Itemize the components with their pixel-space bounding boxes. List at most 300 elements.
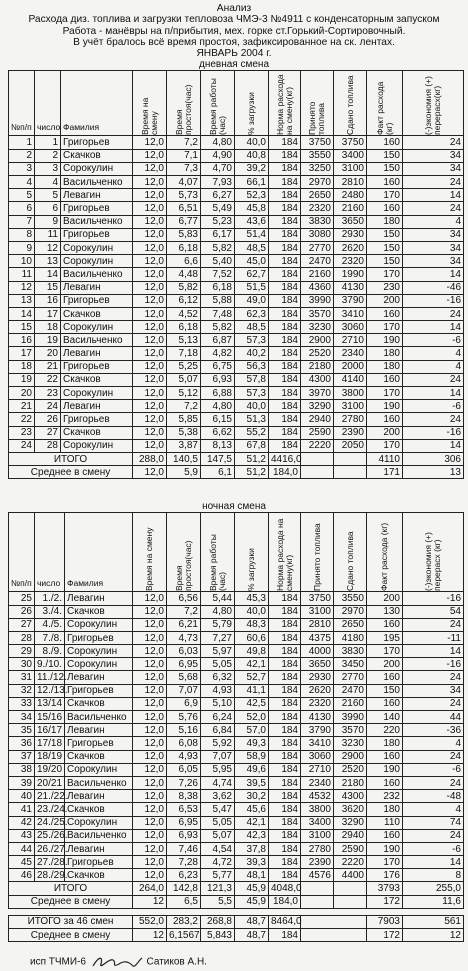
table-cell: 11 <box>35 228 61 241</box>
table-cell: 140 <box>367 711 403 724</box>
summary-cell: 172 <box>367 929 403 942</box>
table-cell: 12,0 <box>133 321 167 334</box>
table-cell: 160 <box>367 829 403 842</box>
table-cell: Сорокулин <box>61 439 133 452</box>
footer <box>30 954 207 970</box>
table-cell: 2 <box>9 149 35 162</box>
table-cell: 2320 <box>301 202 334 215</box>
table-cell: 4,80 <box>201 400 235 413</box>
table-cell: 17/18 <box>35 737 65 750</box>
table-cell: 4 <box>403 215 464 228</box>
column-header: Сдано топлива <box>334 71 367 136</box>
table-cell: 13/14 <box>35 697 65 710</box>
table-row <box>9 816 464 829</box>
table-cell: 3100 <box>301 829 334 842</box>
table-cell: 7,07 <box>201 750 235 763</box>
table-cell: 3230 <box>334 737 367 750</box>
table-cell: 9 <box>35 215 61 228</box>
table-cell: 24 <box>403 750 464 763</box>
table-cell: -16 <box>403 592 464 605</box>
table-cell: 184 <box>269 360 301 373</box>
table-cell: 12,0 <box>133 763 167 776</box>
summary-cell: 6,1 <box>201 466 235 479</box>
table-row <box>9 631 464 644</box>
table-cell: 5,79 <box>201 618 235 631</box>
table-cell: 5,85 <box>167 413 201 426</box>
summary-cell: 5,5 <box>201 895 235 908</box>
table-cell: 4 <box>35 176 61 189</box>
table-cell: 3410 <box>334 307 367 320</box>
table-cell: 2650 <box>334 618 367 631</box>
table-cell: 7,27 <box>201 631 235 644</box>
table-cell: 150 <box>367 684 403 697</box>
table-cell: 2390 <box>334 426 367 439</box>
column-header: (-)экономия (+) перерасх (кг) <box>403 513 464 592</box>
table-row <box>9 307 464 320</box>
table-cell: Васильченко <box>61 176 133 189</box>
doc-title: Анализ <box>216 3 252 14</box>
table-cell: 26./27. <box>35 842 65 855</box>
summary-cell: 172 <box>367 895 403 908</box>
table-cell: 27 <box>35 426 61 439</box>
summary-cell: 51,2 <box>235 466 269 479</box>
table-cell: Васильченко <box>65 776 133 789</box>
table-cell: 5,05 <box>201 816 235 829</box>
table-cell: 12,0 <box>133 869 167 882</box>
table-cell: 7 <box>9 215 35 228</box>
doc-line3: В учёт бралось всё время простоя, зафиксированное на ск. лентах. <box>73 36 395 48</box>
summary-cell <box>301 466 334 479</box>
table-cell: 160 <box>367 136 403 149</box>
table-cell: 3080 <box>301 228 334 241</box>
summary-row <box>9 466 464 479</box>
table-cell: Григорьев <box>65 737 133 750</box>
table-cell: 12,0 <box>133 671 167 684</box>
table-cell: 41,1 <box>235 684 269 697</box>
table-cell: 52,0 <box>235 711 269 724</box>
table-cell: 4300 <box>334 790 367 803</box>
table-cell: 6,21 <box>167 618 201 631</box>
table-cell: 25./26. <box>35 829 65 842</box>
table-cell: 13 <box>9 294 35 307</box>
table-cell: 23./24. <box>35 803 65 816</box>
table-cell: 4130 <box>334 281 367 294</box>
table-cell: 6,95 <box>167 816 201 829</box>
table-row <box>9 842 464 855</box>
table-row <box>9 149 464 162</box>
table-cell: 20 <box>35 347 61 360</box>
table-cell: 5,10 <box>201 697 235 710</box>
table-cell: 4360 <box>301 281 334 294</box>
table-cell: 27 <box>9 618 35 631</box>
table-cell: 14 <box>403 439 464 452</box>
table-cell: 184 <box>269 202 301 215</box>
table-cell: 31 <box>9 671 35 684</box>
table-cell: 12,0 <box>133 618 167 631</box>
summary-cell: 12 <box>133 895 167 908</box>
table-cell: 34 <box>403 684 464 697</box>
table-cell: 39,5 <box>235 776 269 789</box>
table-cell: 3970 <box>301 387 334 400</box>
table-cell: 2340 <box>334 347 367 360</box>
table-cell: 184 <box>269 737 301 750</box>
table-cell: Скачков <box>61 373 133 386</box>
table-cell: 12,0 <box>133 724 167 737</box>
table-cell: 6,18 <box>167 321 201 334</box>
table-cell: 200 <box>367 658 403 671</box>
table-cell: 2590 <box>301 426 334 439</box>
table-cell: -6 <box>403 334 464 347</box>
table-cell: 35 <box>9 724 35 737</box>
table-cell: 43 <box>9 829 35 842</box>
table-cell: 34 <box>403 228 464 241</box>
day-shift-caption: дневная смена <box>198 59 270 71</box>
table-cell: 4,52 <box>167 307 201 320</box>
table-cell: 5,82 <box>167 281 201 294</box>
table-cell: 4 <box>403 803 464 816</box>
table-cell: 184 <box>269 829 301 842</box>
table-cell: 5,82 <box>201 321 235 334</box>
table-cell: 48,5 <box>235 241 269 254</box>
table-cell: 24./25. <box>35 816 65 829</box>
summary-cell: 5,9 <box>167 466 201 479</box>
table-cell: 42,1 <box>235 658 269 671</box>
table-cell: -6 <box>403 400 464 413</box>
table-cell: 8,38 <box>167 790 201 803</box>
table-cell: 5,49 <box>201 202 235 215</box>
table-cell: 160 <box>367 618 403 631</box>
table-cell: 21 <box>35 360 61 373</box>
table-cell: 2780 <box>301 842 334 855</box>
table-cell: Григорьев <box>61 360 133 373</box>
table-cell: 184 <box>269 684 301 697</box>
table-cell: 220 <box>367 724 403 737</box>
table-cell: 184 <box>269 776 301 789</box>
table-cell: Сорокулин <box>65 645 133 658</box>
table-cell: 9 <box>9 241 35 254</box>
table-cell: 17 <box>9 347 35 360</box>
table-cell: 184 <box>269 426 301 439</box>
table-cell: 4400 <box>334 869 367 882</box>
table-cell: 4./5. <box>35 618 65 631</box>
column-header: Факт расхода (кг) <box>367 71 403 136</box>
table-cell: 40 <box>9 790 35 803</box>
table-cell: 3290 <box>334 816 367 829</box>
table-cell: 8,13 <box>201 439 235 452</box>
table-cell: 24 <box>403 618 464 631</box>
table-cell: 2320 <box>301 697 334 710</box>
table-cell: 3790 <box>334 294 367 307</box>
table-cell: 56,3 <box>235 360 269 373</box>
table-cell: 57,3 <box>235 387 269 400</box>
table-cell: 12,0 <box>133 189 167 202</box>
table-cell: -16 <box>403 426 464 439</box>
table-cell: 5,73 <box>167 189 201 202</box>
table-cell: 48,5 <box>235 321 269 334</box>
table-cell: 184 <box>269 869 301 882</box>
table-cell: 26 <box>9 605 35 618</box>
table-cell: 4000 <box>301 645 334 658</box>
table-row <box>9 215 464 228</box>
table-cell: 4532 <box>301 790 334 803</box>
table-cell: 6,87 <box>201 334 235 347</box>
table-cell: 40,2 <box>235 347 269 360</box>
table-cell: 12,0 <box>133 413 167 426</box>
table-cell: 2810 <box>334 176 367 189</box>
summary-cell: 12 <box>133 929 167 942</box>
summary-cell: 45,9 <box>235 882 269 895</box>
table-cell: 12,0 <box>133 202 167 215</box>
table-cell: 6,9 <box>167 697 201 710</box>
summary-cell: 11,6 <box>403 895 464 908</box>
table-cell: 24 <box>403 202 464 215</box>
table-cell: 2940 <box>334 829 367 842</box>
table-row <box>9 724 464 737</box>
table-cell: 184 <box>269 387 301 400</box>
table-cell: 12,0 <box>133 697 167 710</box>
table-cell: 5,44 <box>201 592 235 605</box>
table-cell: 12,0 <box>133 426 167 439</box>
summary-cell: 4048,0 <box>269 882 301 895</box>
table-cell: -11 <box>403 631 464 644</box>
table-cell: 184 <box>269 750 301 763</box>
table-cell: 24 <box>35 400 61 413</box>
table-cell: 3830 <box>334 645 367 658</box>
column-header: число <box>35 513 65 592</box>
table-cell: 15 <box>35 281 61 294</box>
table-row <box>9 387 464 400</box>
table-row <box>9 605 464 618</box>
table-cell: 4180 <box>334 631 367 644</box>
table-cell: 14 <box>403 321 464 334</box>
table-cell: 6,88 <box>201 387 235 400</box>
table-cell: 184 <box>269 631 301 644</box>
table-cell: 3750 <box>301 136 334 149</box>
table-cell: Скачков <box>65 803 133 816</box>
table-cell: 6,08 <box>167 737 201 750</box>
table-cell: 7,46 <box>167 842 201 855</box>
summary-label: ИТОГО <box>9 882 133 895</box>
table-row <box>9 360 464 373</box>
table-cell: Григорьев <box>65 856 133 869</box>
summary-label: Среднее в смену <box>9 466 133 479</box>
table-cell: 5,76 <box>167 711 201 724</box>
table-cell: 12,0 <box>133 776 167 789</box>
doc-line1: Расхода диз. топлива и загрузки тепловоза ЧМЭ-3 №4911 с конденсаторным запуском <box>28 14 440 26</box>
summary-cell <box>334 895 367 908</box>
table-cell: 12,0 <box>133 136 167 149</box>
table-cell: 7,48 <box>201 307 235 320</box>
table-cell: Левагин <box>65 842 133 855</box>
day-shift-table <box>8 70 464 479</box>
summary-cell: 268,8 <box>201 915 235 928</box>
table-cell: 3230 <box>301 321 334 334</box>
column-header: Фамилия <box>65 513 133 592</box>
table-cell: Сорокулин <box>61 321 133 334</box>
table-cell: 42 <box>9 816 35 829</box>
table-cell: 42,5 <box>235 697 269 710</box>
summary-cell: 552,0 <box>133 915 167 928</box>
table-row <box>9 189 464 202</box>
table-cell: Григорьев <box>61 202 133 215</box>
table-cell: 20/21 <box>35 776 65 789</box>
summary-cell: 264,0 <box>133 882 167 895</box>
table-cell: 12,0 <box>133 149 167 162</box>
table-cell: 12,0 <box>133 360 167 373</box>
table-cell: 39 <box>9 776 35 789</box>
table-cell: 160 <box>367 202 403 215</box>
table-cell: 17 <box>35 307 61 320</box>
table-cell: 23 <box>35 387 61 400</box>
table-cell: 67,8 <box>235 439 269 452</box>
summary-cell: 6,5 <box>167 895 201 908</box>
table-cell: 184 <box>269 658 301 671</box>
column-header: Время работы (час) <box>201 71 235 136</box>
table-cell: 6,23 <box>167 869 201 882</box>
table-cell: 37 <box>9 750 35 763</box>
table-cell: 3100 <box>334 162 367 175</box>
table-cell: 4,80 <box>201 136 235 149</box>
table-cell: 22 <box>9 413 35 426</box>
table-cell: 3100 <box>334 400 367 413</box>
summary-label: ИТОГО за 46 смен <box>9 915 133 928</box>
table-cell: 184 <box>269 856 301 869</box>
table-cell: 12,0 <box>133 162 167 175</box>
table-cell: 3450 <box>334 658 367 671</box>
table-cell: 184 <box>269 671 301 684</box>
table-cell: 3800 <box>301 803 334 816</box>
table-cell: 9./10. <box>35 658 65 671</box>
table-cell: 184 <box>269 162 301 175</box>
column-header: (-)экономия (+) перерасх(кг) <box>403 71 464 136</box>
table-cell: 184 <box>269 307 301 320</box>
table-cell: 8 <box>403 869 464 882</box>
table-cell: 184 <box>269 400 301 413</box>
table-row <box>9 281 464 294</box>
table-cell: -6 <box>403 842 464 855</box>
summary-cell: 6,1567 <box>167 929 201 942</box>
table-cell: 184 <box>269 842 301 855</box>
table-cell: 4,90 <box>201 149 235 162</box>
table-cell: 3570 <box>334 724 367 737</box>
table-cell: 2320 <box>334 255 367 268</box>
table-cell: 41 <box>9 803 35 816</box>
footer-position: исп ТЧМИ-6 <box>30 956 86 968</box>
table-cell: Левагин <box>65 592 133 605</box>
summary-cell <box>334 452 367 465</box>
table-cell: 5,07 <box>201 829 235 842</box>
table-cell: 200 <box>367 592 403 605</box>
table-cell: 184 <box>269 294 301 307</box>
table-cell: 24 <box>403 671 464 684</box>
table-cell: 6,27 <box>201 189 235 202</box>
summary-cell: 4110 <box>367 452 403 465</box>
table-cell: 16/17 <box>35 724 65 737</box>
summary-cell: 13 <box>403 466 464 479</box>
summary-label: Среднее в смену <box>9 895 133 908</box>
table-row <box>9 255 464 268</box>
table-cell: 180 <box>367 215 403 228</box>
table-cell: 34 <box>403 149 464 162</box>
table-cell: Сорокулин <box>65 763 133 776</box>
column-header: Фамилия <box>61 71 133 136</box>
table-cell: 6,56 <box>167 592 201 605</box>
table-cell: 45,3 <box>235 592 269 605</box>
summary-cell: 306 <box>403 452 464 465</box>
table-cell: 7./8. <box>35 631 65 644</box>
table-cell: 2160 <box>334 202 367 215</box>
table-cell: 36 <box>9 737 35 750</box>
night-shift-table <box>8 512 464 909</box>
table-cell: 4,93 <box>167 750 201 763</box>
summary-cell: 255,0 <box>403 882 464 895</box>
table-cell: Скачков <box>65 697 133 710</box>
table-cell: 16 <box>35 294 61 307</box>
table-cell: 57,0 <box>235 724 269 737</box>
table-cell: 4 <box>9 176 35 189</box>
table-cell: 150 <box>367 255 403 268</box>
table-cell: 14 <box>403 268 464 281</box>
table-cell: -16 <box>403 658 464 671</box>
table-cell: -48 <box>403 790 464 803</box>
table-cell: 5,95 <box>201 763 235 776</box>
column-header: Сдано топлива <box>334 513 367 592</box>
table-cell: 3100 <box>301 605 334 618</box>
table-cell: 184 <box>269 763 301 776</box>
table-cell: 160 <box>367 697 403 710</box>
table-cell: 184 <box>269 136 301 149</box>
table-cell: 60,6 <box>235 631 269 644</box>
table-cell: Васильченко <box>61 215 133 228</box>
table-cell: 52,3 <box>235 189 269 202</box>
table-cell: 184 <box>269 439 301 452</box>
table-cell: 2390 <box>301 856 334 869</box>
table-cell: 5,92 <box>201 737 235 750</box>
table-row <box>9 347 464 360</box>
table-row <box>9 803 464 816</box>
table-cell: 15 <box>9 321 35 334</box>
table-cell: 4,48 <box>167 268 201 281</box>
table-cell: 49,0 <box>235 294 269 307</box>
table-cell: 27./28. <box>35 856 65 869</box>
table-cell: 45,0 <box>235 255 269 268</box>
table-cell: 3410 <box>301 737 334 750</box>
table-cell: 12,0 <box>133 711 167 724</box>
table-cell: 184 <box>269 215 301 228</box>
table-cell: 3750 <box>334 136 367 149</box>
table-row <box>9 162 464 175</box>
table-cell: Сорокулин <box>65 618 133 631</box>
table-cell: Григорьев <box>61 228 133 241</box>
table-cell: 18 <box>35 321 61 334</box>
table-cell: 184 <box>269 176 301 189</box>
table-cell: 7,3 <box>167 162 201 175</box>
doc-line2: Работа - манёвры на п/прибытия, мех. горке ст.Горький-Сортировочный. <box>62 25 406 37</box>
table-cell: 6,84 <box>201 724 235 737</box>
table-cell: 7,1 <box>167 149 201 162</box>
table-cell: 12,0 <box>133 176 167 189</box>
table-cell: 5,40 <box>201 255 235 268</box>
table-cell: 42,1 <box>235 816 269 829</box>
table-cell: 2970 <box>301 176 334 189</box>
table-cell: 5 <box>9 189 35 202</box>
table-cell: Левагин <box>65 790 133 803</box>
table-cell: 1 <box>9 136 35 149</box>
table-cell: 28 <box>35 439 61 452</box>
table-cell: 42,3 <box>235 829 269 842</box>
table-cell: Скачков <box>61 307 133 320</box>
summary-row <box>9 452 464 465</box>
